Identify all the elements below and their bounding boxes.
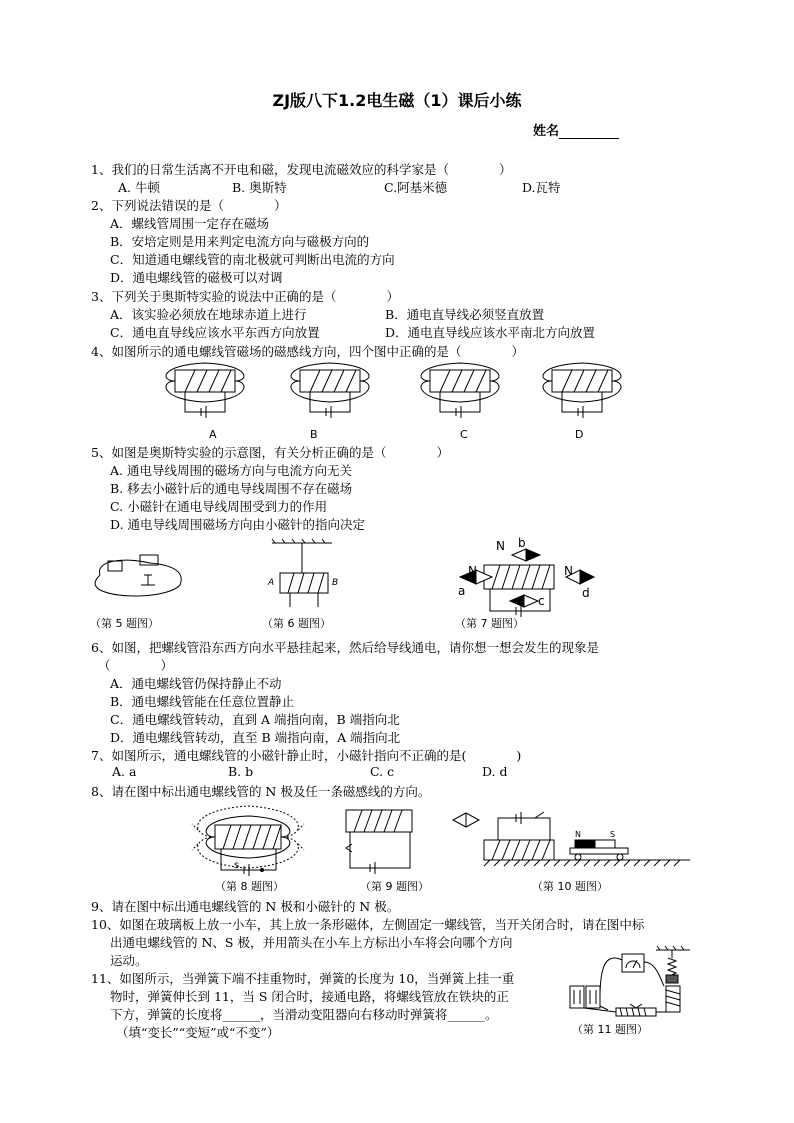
figures-row-1	[0, 535, 794, 635]
q4-solenoid-d	[543, 363, 621, 418]
q11-line-4: （填“变长”“变短”或“不变”）	[116, 1025, 280, 1040]
q6-option-d: D．通电螺线管转动，直至 B 端指向南，A 端指向北	[110, 730, 401, 745]
q11-line-3: 下方，弹簧的长度将______，当滑动变阻器向右移动时弹簧将______。	[110, 1007, 498, 1022]
fig5-caption: （第 5 题图）	[90, 617, 159, 630]
fig8-solenoid-field	[192, 806, 304, 876]
q10-line-2: 出通电螺线管的 N、S 极，并用箭头在小车上方标出小车将会向哪个方向	[110, 935, 513, 950]
fig6-pole-b: B	[332, 578, 339, 588]
fig7-n-top: N	[496, 539, 505, 553]
fig7-label-a: a	[458, 584, 466, 598]
q7-option-b: B. b	[228, 764, 254, 779]
q5-option-b: B. 移去小磁针后的通电导线周围不存在磁场	[110, 481, 353, 496]
q1-option-c: C.阿基米德	[384, 180, 448, 195]
fig11-spring-circuit	[560, 938, 700, 1038]
q4-label-b: B	[310, 428, 318, 441]
q10-line-3: 运动。	[110, 953, 148, 968]
q4-figures	[0, 360, 794, 445]
figures-row-2	[0, 800, 794, 896]
q6-paren: （ ）	[98, 658, 174, 673]
fig10-label-s: S	[610, 830, 616, 839]
fig11-caption: （第 11 题图）	[572, 1023, 648, 1036]
q1-option-d: D.瓦特	[522, 180, 561, 195]
q3-option-a: A．该实验必须放在地球赤道上进行	[110, 307, 307, 322]
fig9-solenoid-compass	[346, 810, 479, 874]
q5-option-a: A. 通电导线周围的磁场方向与电流方向无关	[110, 463, 352, 478]
q4-solenoid-a	[166, 363, 244, 418]
q2-option-d: D．通电螺线管的磁极可以对调	[110, 270, 283, 285]
q6-option-c: C．通电螺线管转动，直到 A 端指向南，B 端指向北	[110, 712, 400, 727]
name-blank[interactable]	[559, 125, 619, 139]
q7-stem: 7、如图所示，通电螺线管的小磁针静止时，小磁针指向不正确的是( )	[91, 748, 522, 763]
q11-line-1: 11、如图所示，当弹簧下端不挂重物时，弹簧的长度为 10，当弹簧上挂一重	[91, 971, 515, 986]
q11-line-2: 物时，弹簧伸长到 11，当 S 闭合时，接通电路，将螺线管放在铁块的正	[110, 989, 509, 1004]
q4-solenoid-b	[291, 363, 369, 418]
fig8-label-s: s	[234, 860, 240, 871]
fig6-hanging-solenoid	[267, 539, 338, 607]
q6-stem: 6、如图，把螺线管沿东西方向水平悬挂起来，然后给导线通电，请你想一想会发生的现象是	[91, 640, 599, 655]
fig7-label-b: b	[518, 536, 526, 550]
q9-stem: 9、请在图中标出通电螺线管的 N 极和小磁针的 N 极。	[91, 899, 400, 914]
q6-option-b: B．通电螺线管能在任意位置静止	[110, 694, 295, 709]
q2-option-a: A．螺线管周围一定存在磁场	[110, 216, 270, 231]
q6-option-a: A．通电螺线管仍保持静止不动	[110, 676, 282, 691]
q5-option-c: C. 小磁针在通电导线周围受到力的作用	[110, 499, 328, 514]
name-field[interactable]	[533, 120, 619, 139]
q5-option-d: D. 通电导线周围磁场方向由小磁针的指向决定	[110, 517, 366, 532]
q5-stem: 5、如图是奥斯特实验的示意图，有关分析正确的是（ ）	[91, 445, 449, 460]
fig7-n-left: N	[468, 564, 477, 578]
fig5-oersted	[95, 555, 181, 596]
q4-solenoid-c	[421, 363, 499, 418]
q2-option-b: B．安培定则是用来判定电流方向与磁极方向的	[110, 234, 370, 249]
fig10-caption: （第 10 题图）	[532, 880, 608, 893]
fig7-n-right: N	[564, 564, 573, 578]
fig10-solenoid-cart	[484, 812, 690, 866]
q3-option-b: B．通电直导线必须竖直放置	[385, 307, 545, 322]
q4-label-d: D	[575, 428, 584, 441]
fig6-caption: （第 6 题图）	[262, 617, 331, 630]
fig7-caption: （第 7 题图）	[455, 617, 524, 630]
fig8-caption: （第 8 题图）	[215, 880, 284, 893]
q3-stem: 3、下列关于奥斯特实验的说法中正确的是（ ）	[91, 289, 399, 304]
q2-stem: 2、下列说法错误的是（ ）	[91, 198, 287, 213]
fig6-pole-a: A	[268, 578, 275, 588]
q7-option-d: D. d	[482, 764, 508, 779]
q2-option-c: C．知道通电螺线管的南北极就可判断出电流的方向	[110, 252, 395, 267]
q1-option-b: B. 奥斯特	[232, 180, 287, 195]
fig7-label-d: d	[582, 586, 590, 600]
page-title: ZJ版八下1.2电生磁（1）课后小练	[272, 91, 522, 110]
q4-stem: 4、如图所示的通电螺线管磁场的磁感线方向，四个图中正确的是（ ）	[91, 344, 524, 359]
q10-line-1: 10、如图在玻璃板上放一小车，其上放一条形磁体，左侧固定一螺线管，当开关闭合时，请在图中标	[91, 917, 645, 932]
fig7-solenoid-compasses	[458, 536, 594, 617]
q4-label-c: C	[460, 428, 468, 441]
fig9-caption: （第 9 题图）	[360, 880, 429, 893]
q3-option-c: C．通电直导线应该水平东西方向放置	[110, 325, 320, 340]
q1-option-a: A. 牛顿	[118, 180, 160, 195]
q7-option-c: C. c	[370, 764, 395, 779]
q1-stem: 1、我们的日常生活离不开电和磁，发现电流磁效应的科学家是（ ）	[91, 162, 512, 177]
fig7-label-c: c	[538, 594, 545, 608]
q8-stem: 8、请在图中标出通电螺线管的 N 极及任一条磁感线的方向。	[91, 784, 431, 799]
fig10-label-n: N	[575, 830, 581, 839]
q4-label-a: A	[209, 428, 217, 441]
q7-option-a: A. a	[112, 764, 137, 779]
q3-option-d: D．通电直导线应该水平南北方向放置	[385, 325, 596, 340]
name-label: 姓名	[533, 124, 560, 139]
